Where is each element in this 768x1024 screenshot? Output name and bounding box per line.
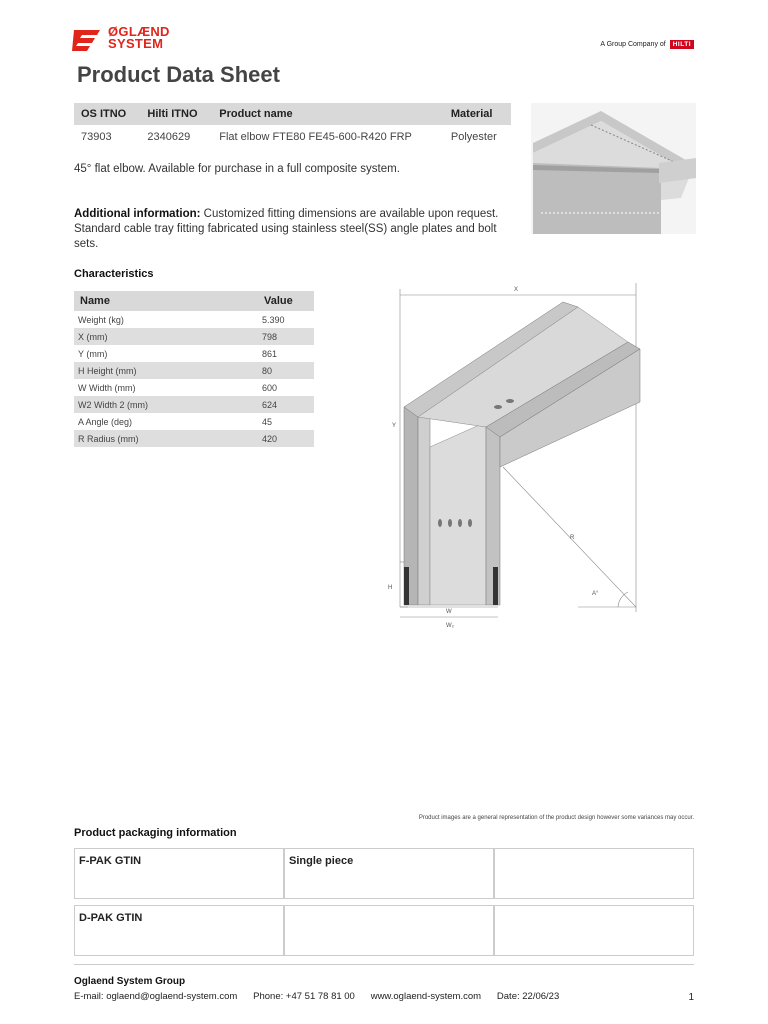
char-name: H Height (mm) bbox=[74, 362, 258, 379]
label-h: H bbox=[388, 585, 393, 591]
footer-web: www.oglaend-system.com bbox=[370, 991, 482, 1002]
cell-product-name: Flat elbow FTE80 FE45-600-R420 FRP bbox=[219, 131, 412, 143]
label-w2: W₂ bbox=[446, 623, 454, 629]
footer-company: Oglaend System Group bbox=[74, 976, 186, 987]
characteristics-table bbox=[74, 291, 314, 447]
table-row bbox=[74, 430, 314, 447]
cell-os-itno: 73903 bbox=[81, 131, 112, 143]
table-row bbox=[74, 396, 314, 413]
footer-divider bbox=[74, 964, 694, 965]
product-table-header bbox=[74, 103, 511, 125]
group-company-text: A Group Company of bbox=[600, 41, 666, 48]
char-name: Y (mm) bbox=[78, 348, 108, 359]
char-value: 600 bbox=[262, 382, 278, 393]
col-value: Value bbox=[258, 291, 314, 311]
col-os-itno: OS ITNO bbox=[74, 103, 140, 125]
label-x: X bbox=[514, 287, 519, 293]
packaging-title: Product packaging information bbox=[74, 827, 237, 839]
char-name: Weight (kg) bbox=[78, 314, 124, 325]
char-name: W Width (mm) bbox=[78, 382, 136, 393]
char-value: 798 bbox=[258, 328, 314, 345]
footer-date: Date: 22/06/23 bbox=[496, 991, 560, 1002]
table-row bbox=[74, 413, 314, 430]
characteristics-title: Characteristics bbox=[74, 268, 154, 280]
characteristics-header bbox=[74, 291, 314, 311]
product-photo bbox=[531, 103, 696, 234]
table-row bbox=[74, 328, 314, 345]
packaging-table bbox=[74, 842, 694, 962]
char-name: R Radius (mm) bbox=[74, 430, 258, 447]
pack-type: D-PAK GTIN bbox=[74, 905, 284, 956]
label-w: W bbox=[446, 609, 452, 615]
cell-hilti-itno: 2340629 bbox=[147, 131, 191, 143]
col-material: Material bbox=[444, 103, 511, 125]
char-value: 80 bbox=[258, 362, 314, 379]
additional-text: Customized fitting dimensions are available upon request. Standard cable tray fitting fabricated using stainless steel(SS) angle plates and bolt sets. bbox=[74, 208, 499, 250]
product-table bbox=[74, 103, 511, 153]
char-value: 624 bbox=[258, 396, 314, 413]
table-row bbox=[74, 311, 314, 328]
brand-line-1: ØGLÆND bbox=[108, 24, 170, 39]
hilti-logo: HILTI bbox=[670, 40, 694, 49]
pack-type: F-PAK GTIN bbox=[74, 848, 284, 899]
label-r: R bbox=[570, 535, 575, 541]
table-row bbox=[74, 848, 694, 899]
product-row bbox=[74, 125, 511, 153]
page-title: Product Data Sheet bbox=[77, 62, 280, 87]
table-row bbox=[74, 362, 314, 379]
col-hilti-itno: Hilti ITNO bbox=[140, 103, 212, 125]
char-value: 420 bbox=[258, 430, 314, 447]
pack-quantity: Single piece bbox=[284, 848, 494, 899]
cell-material: Polyester bbox=[450, 131, 497, 143]
label-y: Y bbox=[392, 423, 397, 429]
group-company bbox=[600, 40, 694, 49]
char-name: W2 Width 2 (mm) bbox=[74, 396, 258, 413]
col-name: Name bbox=[74, 291, 258, 311]
char-value: 861 bbox=[262, 348, 278, 359]
pack-gtin bbox=[494, 848, 694, 899]
char-value: 45 bbox=[262, 416, 273, 427]
table-row bbox=[74, 345, 314, 362]
additional-information bbox=[74, 207, 514, 252]
char-name: A Angle (deg) bbox=[78, 416, 133, 427]
char-name: X (mm) bbox=[74, 328, 258, 345]
pack-quantity bbox=[284, 905, 494, 956]
page-number: 1 bbox=[688, 992, 694, 1003]
image-disclaimer: Product images are a general representation of the product design however some variances may occur. bbox=[418, 815, 694, 821]
pack-gtin bbox=[494, 905, 694, 956]
footer-phone: Phone: +47 51 78 81 00 bbox=[253, 991, 355, 1002]
table-row bbox=[74, 905, 694, 956]
product-description: 45° flat elbow. Available for purchase in a full composite system. bbox=[74, 163, 400, 175]
char-value: 5.390 bbox=[262, 314, 285, 325]
additional-label: Additional information: bbox=[74, 208, 201, 220]
elbow-dimension-drawing bbox=[378, 277, 698, 637]
brand-line-2: SYSTEM bbox=[108, 36, 164, 51]
table-row bbox=[74, 379, 314, 396]
brand-wordmark bbox=[108, 26, 170, 50]
label-a: A° bbox=[592, 591, 599, 597]
footer-contact bbox=[74, 991, 559, 1002]
col-product-name: Product name bbox=[212, 103, 444, 125]
footer-email: E-mail: oglaend@oglaend-system.com bbox=[74, 991, 238, 1002]
